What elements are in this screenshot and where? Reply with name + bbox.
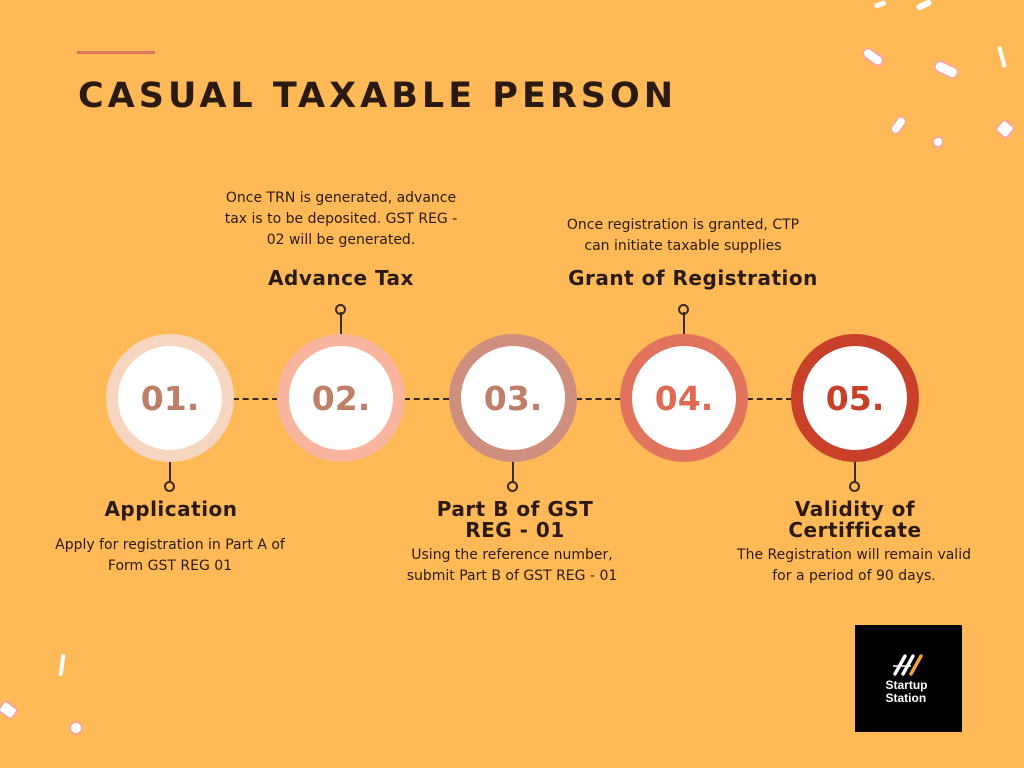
step-3-number: 03. bbox=[483, 378, 543, 418]
step-4-stem bbox=[683, 312, 685, 334]
page-title: CASUAL TAXABLE PERSON bbox=[78, 76, 678, 116]
step-2-description: Once TRN is generated, advance tax is to be deposited. GST REG - 02 will be generated. bbox=[224, 190, 458, 248]
step-2-circle bbox=[277, 334, 405, 462]
step-5-dot bbox=[849, 481, 860, 492]
step-4-description: Once registration is granted, CTP can initiate taxable supplies bbox=[566, 217, 800, 254]
step-4-circle bbox=[620, 334, 748, 462]
step-4-title: Grant of Registration bbox=[568, 266, 818, 290]
step-3-title: Part B of GST REG - 01 bbox=[436, 497, 594, 542]
slash-bars-logo-icon bbox=[891, 652, 927, 676]
step-1-circle bbox=[106, 334, 234, 462]
connector-3-4 bbox=[576, 398, 621, 400]
logo-line-1: Startup bbox=[885, 678, 928, 692]
step-5-title: Validity of Certifficate bbox=[788, 497, 922, 542]
confetti-bottom-left bbox=[0, 640, 100, 768]
step-5-circle bbox=[791, 334, 919, 462]
step-3-circle bbox=[449, 334, 577, 462]
step-3-dot bbox=[507, 481, 518, 492]
step-2-title: Advance Tax bbox=[268, 266, 414, 290]
title-accent-line bbox=[77, 51, 155, 54]
step-4-number: 04. bbox=[654, 378, 714, 418]
logo-line-2: Station bbox=[885, 691, 927, 705]
step-5-description: The Registration will remain valid for a period of 90 days. bbox=[737, 547, 971, 584]
step-2-stem bbox=[340, 312, 342, 334]
startup-station-logo bbox=[855, 625, 962, 732]
connector-1-2 bbox=[233, 398, 278, 400]
step-1-title: Application bbox=[104, 497, 238, 521]
step-3-description: Using the reference number, submit Part B of GST REG - 01 bbox=[406, 547, 618, 584]
confetti-top-right bbox=[850, 0, 1024, 160]
step-1-dot bbox=[164, 481, 175, 492]
step-5-number: 05. bbox=[825, 378, 885, 418]
step-2-number: 02. bbox=[311, 378, 371, 418]
connector-4-5 bbox=[747, 398, 792, 400]
connector-2-3 bbox=[404, 398, 449, 400]
step-1-description: Apply for registration in Part A of Form GST REG 01 bbox=[55, 537, 285, 574]
step-1-number: 01. bbox=[140, 378, 200, 418]
